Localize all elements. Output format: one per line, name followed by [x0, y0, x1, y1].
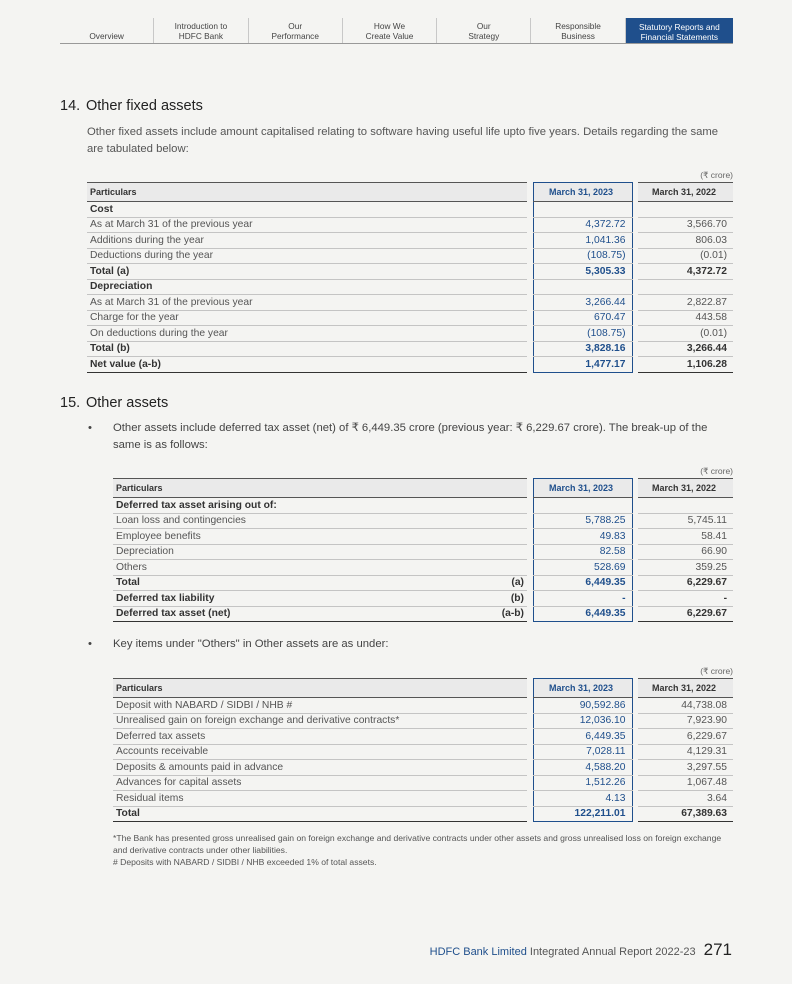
- page-number: 271: [703, 940, 732, 959]
- footnote-deposits: # Deposits with NABARD / SIDBI / NHB exceeded 1% of total assets.: [113, 857, 377, 867]
- section-15-heading: [60, 395, 168, 411]
- table-header-row: [87, 183, 733, 202]
- table-row: Deposit with NABARD / SIDBI / NHB # 90,592.86 44,738.08: [113, 698, 733, 714]
- table-row: Deductions during the year (108.75) (0.01): [87, 248, 733, 264]
- section-title: Other assets: [86, 395, 169, 411]
- top-navigation: [60, 18, 733, 44]
- table-header-row: [113, 479, 733, 498]
- other-items-table: [113, 678, 733, 822]
- unit-label: (₹ crore): [700, 466, 733, 476]
- table-row-total: Total (a) 5,305.33 4,372.72: [87, 264, 733, 280]
- bullet-deferred-tax: • Other assets include deferred tax asset (net) of ₹ 6,449.35 crore (previous year: ₹ 6,229.67 crore). The break-up of the same is as follows:: [88, 422, 708, 451]
- footer-report-name: Integrated Annual Report 2022-23: [526, 946, 696, 958]
- header-march-2022: March 31, 2022: [638, 183, 733, 202]
- table-row-net-value: Net value (a-b) 1,477.17 1,106.28: [87, 357, 733, 373]
- nav-tab-responsible-business[interactable]: Responsible Business: [530, 18, 624, 43]
- table-row-total: Total (a) 6,449.35 6,229.67: [113, 575, 733, 591]
- table-row: Additions during the year 1,041.36 806.03: [87, 233, 733, 249]
- section-14-heading: [60, 98, 203, 114]
- table-row: Charge for the year 670.47 443.58: [87, 310, 733, 326]
- table-row: Deposits & amounts paid in advance 4,588.20 3,297.55: [113, 760, 733, 776]
- unit-label: (₹ crore): [700, 170, 733, 180]
- table-row-net: Deferred tax asset (net) (a-b) 6,449.35 6,229.67: [113, 606, 733, 622]
- table-row: Depreciation 82.58 66.90: [113, 544, 733, 560]
- table-row-total: Total (b) 3,828.16 3,266.44: [87, 341, 733, 357]
- deferred-tax-table: [113, 478, 733, 622]
- header-particulars: Particulars: [87, 183, 527, 202]
- table-row: Depreciation: [87, 279, 733, 295]
- table-row: Employee benefits 49.83 58.41: [113, 529, 733, 545]
- table-row: As at March 31 of the previous year 3,266.44 2,822.87: [87, 295, 733, 311]
- unit-label: (₹ crore): [700, 666, 733, 676]
- table-row: On deductions during the year (108.75) (0.01): [87, 326, 733, 342]
- table-row: Unrealised gain on foreign exchange and derivative contracts* 12,036.10 7,923.90: [113, 713, 733, 729]
- section-number: 15.: [60, 395, 81, 411]
- header-march-2022: March 31, 2022: [638, 679, 733, 698]
- header-particulars: Particulars: [113, 479, 527, 498]
- table-row-liability: Deferred tax liability (b) - -: [113, 591, 733, 607]
- header-march-2023: March 31, 2023: [533, 183, 632, 202]
- table-row: Accounts receivable 7,028.11 4,129.31: [113, 744, 733, 760]
- nav-tab-create-value[interactable]: How We Create Value: [342, 18, 436, 43]
- section-14-description: Other fixed assets include amount capitalised relating to software having useful life upto five years. Details regarding the same are tabulated below:: [87, 126, 719, 155]
- table-row: Loan loss and contingencies 5,788.25 5,745.11: [113, 513, 733, 529]
- bullet-others: • Key items under "Others" in Other assets are as under:: [113, 636, 733, 653]
- header-march-2022: March 31, 2022: [638, 479, 733, 498]
- table-row: Cost: [87, 202, 733, 218]
- section-number: 14.: [60, 98, 81, 114]
- nav-tab-performance[interactable]: Our Performance: [248, 18, 342, 43]
- page-footer: [430, 940, 732, 960]
- footer-bank-name: HDFC Bank Limited: [429, 946, 527, 958]
- table-row: Others 528.69 359.25: [113, 560, 733, 576]
- table-row: Deferred tax asset arising out of:: [113, 498, 733, 514]
- table-row-total: Total 122,211.01 67,389.63: [113, 806, 733, 822]
- table-row: Deferred tax assets 6,449.35 6,229.67: [113, 729, 733, 745]
- footnote-unrealised-gain: *The Bank has presented gross unrealised gain on foreign exchange and derivative contracts under other assets and gross unrealised loss on foreign exchange and derivative contracts under other liabilities.: [113, 833, 722, 855]
- section-title: Other fixed assets: [86, 98, 203, 114]
- nav-tab-introduction[interactable]: Introduction to HDFC Bank: [153, 18, 247, 43]
- nav-tab-overview[interactable]: Overview: [89, 31, 124, 41]
- header-march-2023: March 31, 2023: [533, 479, 632, 498]
- nav-tab-strategy[interactable]: Our Strategy: [436, 18, 530, 43]
- bullet-dot-icon: •: [88, 422, 92, 434]
- table-row: Residual items 4.13 3.64: [113, 791, 733, 807]
- table-row: Advances for capital assets 1,512.26 1,067.48: [113, 775, 733, 791]
- table-row: As at March 31 of the previous year 4,372.72 3,566.70: [87, 217, 733, 233]
- header-particulars: Particulars: [113, 679, 527, 698]
- header-march-2023: March 31, 2023: [533, 679, 632, 698]
- bullet-dot-icon: •: [88, 638, 92, 650]
- nav-tab-statutory-reports[interactable]: Statutory Reports and Financial Statements: [625, 18, 733, 43]
- table-header-row: [113, 679, 733, 698]
- other-fixed-assets-table: [87, 182, 733, 373]
